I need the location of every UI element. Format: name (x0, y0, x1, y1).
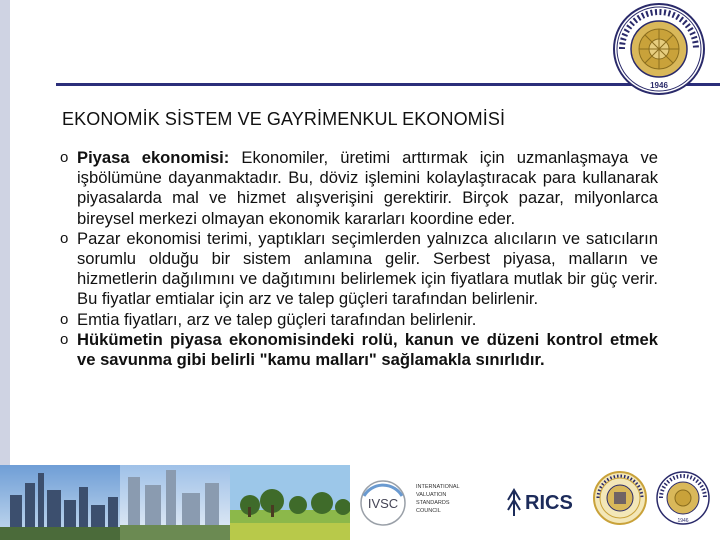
ivsc-acronym: IVSC (367, 496, 399, 511)
ankara-university-seal-icon (612, 2, 706, 96)
bullet-marker: o (60, 310, 69, 328)
bullet-marker: o (60, 330, 69, 348)
ivsc-logo (358, 478, 498, 528)
seal-year-label: 1946 (677, 518, 689, 524)
bullet-bold-lead: Piyasa ekonomisi: (77, 148, 230, 167)
bullet-text: Ekonomiler, üretimi arttırmak için uzmanlaşmaya ve işbölümüne dayanmaktadır. Bu, döviz işlemini kolaylaştıracak para kullanarak piyasalarda mal ve hizmet alışverişini gerektirir. Birçok pazar, milyonlarca bireysel merkezi olmayan ekonomik kararları koordine eder. (77, 148, 658, 228)
left-decorative-bar (0, 0, 10, 465)
ivsc-line: VALUATION (416, 492, 447, 498)
ankara-university-seal-icon (655, 470, 711, 526)
bullet-bold-lead: Hükümetin piyasa ekonomisindeki rolü, kanun ve düzeni kontrol etmek ve savunma gibi belirli "kamu malları" sağlamakla sınırlıdır. (77, 329, 658, 370)
university-seal-icon (592, 470, 648, 526)
bullet-text: Emtia fiyatları, arz ve talep güçleri tarafından belirlenir. (77, 309, 477, 329)
city-landscape-photo (0, 465, 350, 540)
bullet-text: Pazar ekonomisi terimi, yaptıkları seçimlerden yalnızca alıcıların ve satıcıların sorumlu olduğu bir sistem anlamına gelir. Serbest piyasa, malların ve hizmetlerin dağılımını ve dağıtımını belirlemek için fiyatlara mutlak bir güç verir. Bu fiyatlar emtialar için arz ve talep güçleri tarafından belirlenir. (77, 228, 658, 309)
bullet-marker: o (60, 149, 69, 166)
rics-logo (505, 478, 590, 522)
ivsc-line: STANDARDS (416, 500, 450, 506)
bullet-item (60, 148, 658, 229)
ivsc-line: INTERNATIONAL (416, 484, 460, 490)
bullet-list (60, 148, 658, 370)
seal-year-label: 1946 (650, 81, 668, 90)
bullet-item (60, 229, 658, 310)
bullet-item (60, 330, 658, 370)
slide-title: EKONOMİK SİSTEM VE GAYRİMENKUL EKONOMİSİ (62, 109, 506, 129)
bullet-item (60, 310, 658, 330)
ivsc-line: COUNCIL (416, 508, 441, 514)
rics-wordmark: RICS (525, 492, 573, 514)
bullet-marker: o (60, 229, 69, 247)
